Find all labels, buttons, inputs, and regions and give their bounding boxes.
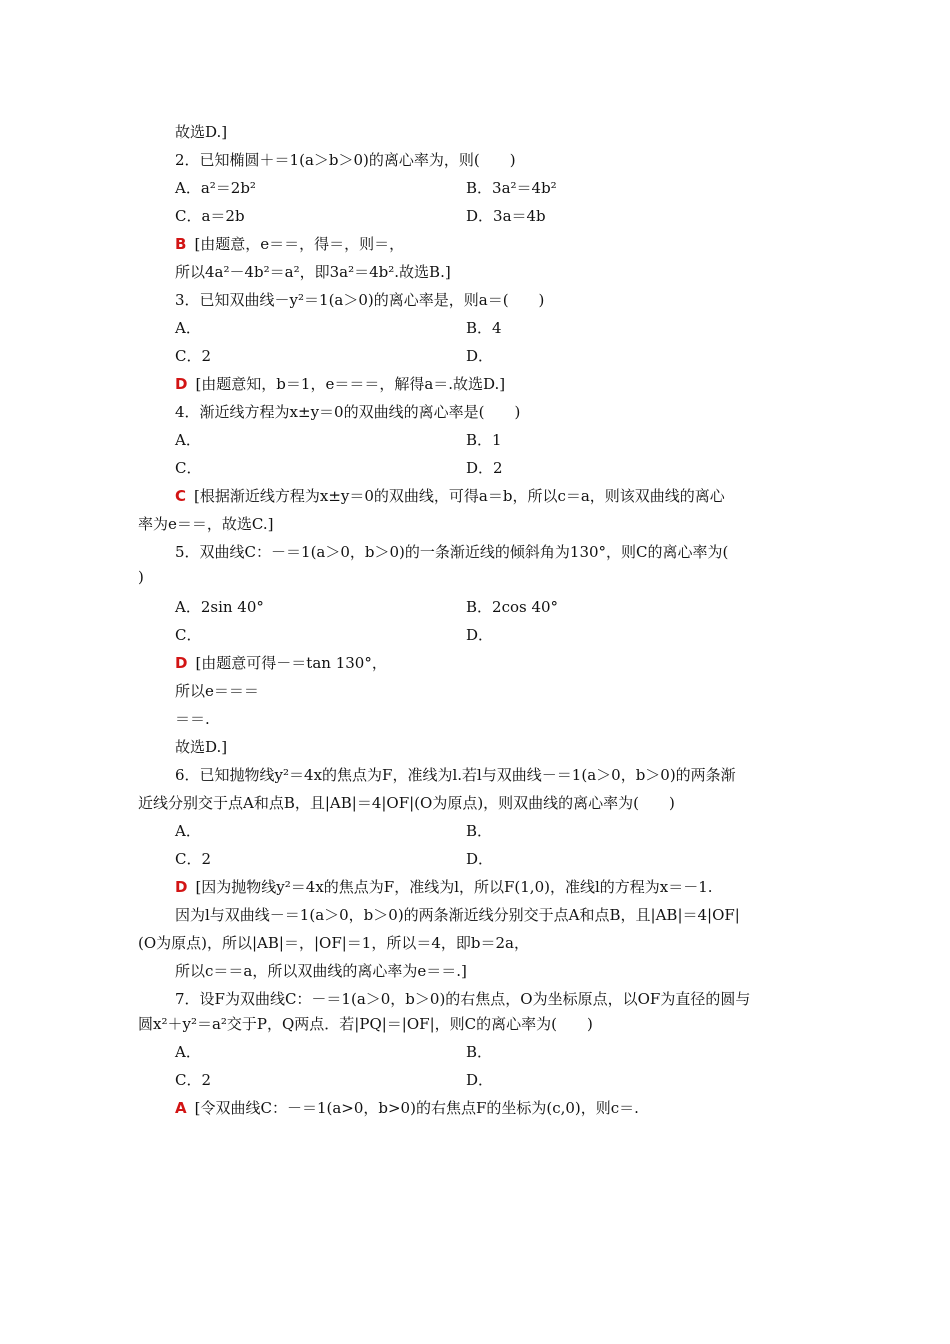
text-line xyxy=(466,597,558,617)
answer-letter: C xyxy=(175,487,187,505)
line-text: D． xyxy=(466,850,494,868)
text-line xyxy=(466,346,493,366)
line-text: 故选D.] xyxy=(175,123,228,141)
text-line xyxy=(466,206,546,226)
line-text: A． xyxy=(175,319,201,337)
text-line xyxy=(175,737,227,757)
line-text: A． xyxy=(175,822,201,840)
line-text: 7．设F为双曲线C：－＝1(a＞0，b＞0)的右焦点，O为坐标原点，以OF为直径的圆与 xyxy=(175,990,751,1008)
line-text: 因为l与双曲线－＝1(a＞0，b＞0)的两条渐近线分别交于点A和点B，且|AB|＝4|OF| xyxy=(175,906,740,924)
line-text: B． xyxy=(466,1043,493,1061)
line-text: [根据渐近线方程为x±y＝0的双曲线，可得a＝b，所以c＝a，则该双曲线的离心 xyxy=(194,487,725,505)
text-line xyxy=(466,458,503,478)
text-line xyxy=(175,318,201,338)
line-text: C．2 xyxy=(175,1071,212,1089)
line-text: ) xyxy=(138,568,144,586)
line-text: 2．已知椭圆＋＝1(a＞b＞0)的离心率为，则( ) xyxy=(175,151,516,169)
answer-letter: D xyxy=(175,878,188,896)
answer-letter: D xyxy=(175,375,188,393)
text-line xyxy=(175,821,201,841)
text-line xyxy=(466,625,493,645)
text-line xyxy=(175,625,201,645)
line-text: 故选D.] xyxy=(175,738,228,756)
text-line xyxy=(175,346,211,366)
text-line xyxy=(175,681,259,701)
line-text: 近线分别交于点A和点B，且|AB|＝4|OF|(O为原点)，则双曲线的离心率为( ) xyxy=(138,794,675,812)
line-text: D．3a＝4b xyxy=(466,207,546,225)
text-line xyxy=(138,933,529,953)
line-text: [因为抛物线y²＝4x的焦点为F，准线为l，所以F(1,0)，准线l的方程为x＝－1. xyxy=(195,878,713,896)
line-text: [由题意，e＝＝，得＝，则＝， xyxy=(194,235,405,253)
line-text: B．1 xyxy=(466,431,502,449)
text-line xyxy=(175,262,451,282)
line-text: D． xyxy=(466,347,494,365)
text-line xyxy=(175,542,728,562)
text-line xyxy=(175,150,516,170)
line-text: (O为原点)，所以|AB|＝，|OF|＝1，所以＝4，即b＝2a， xyxy=(138,934,529,952)
line-text: 6．已知抛物线y²＝4x的焦点为F，准线为l.若l与双曲线－＝1(a＞0，b＞0)的两条渐 xyxy=(175,766,736,784)
line-text: D． xyxy=(466,626,494,644)
text-line xyxy=(175,402,520,422)
line-text: 所以4a²－4b²＝a²，即3a²＝4b².故选B.] xyxy=(175,263,451,281)
line-text: A． xyxy=(175,431,201,449)
text-line xyxy=(175,458,201,478)
line-text: C．2 xyxy=(175,850,212,868)
text-line xyxy=(466,1042,492,1062)
line-text: D．2 xyxy=(466,459,503,477)
text-line xyxy=(175,989,750,1009)
text-line xyxy=(175,849,211,869)
text-line xyxy=(175,122,227,142)
text-line xyxy=(175,653,387,673)
text-line xyxy=(175,709,210,729)
text-line xyxy=(175,374,505,394)
text-line xyxy=(138,793,675,813)
line-text: 率为e＝＝，故选C.] xyxy=(138,515,274,533)
text-line xyxy=(175,486,725,506)
text-line xyxy=(138,1014,593,1034)
line-text: B．3a²＝4b² xyxy=(466,179,557,197)
text-line xyxy=(466,1070,493,1090)
line-text: A．a²＝2b² xyxy=(175,179,256,197)
text-line xyxy=(175,597,264,617)
line-text: ＝＝. xyxy=(175,710,210,728)
text-line xyxy=(175,290,544,310)
line-text: B．4 xyxy=(466,319,502,337)
answer-letter: D xyxy=(175,654,188,672)
line-text: D． xyxy=(466,1071,494,1089)
line-text: [由题意知，b＝1，e＝＝＝，解得a＝.故选D.] xyxy=(195,375,506,393)
line-text: B． xyxy=(466,822,493,840)
text-line xyxy=(175,877,713,897)
text-line xyxy=(466,318,502,338)
line-text: 所以e＝＝＝ xyxy=(175,682,259,700)
text-line xyxy=(175,905,740,925)
line-text: C．2 xyxy=(175,347,212,365)
text-line xyxy=(466,430,502,450)
text-line xyxy=(466,821,492,841)
text-line xyxy=(466,178,557,198)
text-line xyxy=(138,567,144,587)
text-line xyxy=(175,178,256,198)
answer-letter: A xyxy=(175,1099,187,1117)
text-line xyxy=(175,1098,639,1118)
answer-letter: B xyxy=(175,235,187,253)
line-text: 所以c＝＝a，所以双曲线的离心率为e＝＝.] xyxy=(175,962,467,980)
line-text: [由题意可得－＝tan 130°， xyxy=(195,654,387,672)
line-text: A． xyxy=(175,1043,201,1061)
text-line xyxy=(175,430,201,450)
line-text: 圆x²＋y²＝a²交于P，Q两点．若|PQ|＝|OF|，则C的离心率为( ) xyxy=(138,1015,593,1033)
line-text: C．a＝2b xyxy=(175,207,245,225)
text-line xyxy=(175,234,404,254)
line-text: 5．双曲线C：－＝1(a＞0，b＞0)的一条渐近线的倾斜角为130°，则C的离心率为( xyxy=(175,543,729,561)
line-text: C． xyxy=(175,626,202,644)
text-line xyxy=(138,514,273,534)
text-line xyxy=(466,849,493,869)
text-line xyxy=(175,1070,211,1090)
line-text: B．2cos 40° xyxy=(466,598,559,616)
text-line xyxy=(175,206,245,226)
text-line xyxy=(175,961,467,981)
line-text: 4．渐近线方程为x±y＝0的双曲线的离心率是( ) xyxy=(175,403,521,421)
text-line xyxy=(175,1042,201,1062)
line-text: [令双曲线C：－＝1(a>0，b>0)的右焦点F的坐标为(c,0)，则c＝. xyxy=(194,1099,639,1117)
line-text: C． xyxy=(175,459,202,477)
line-text: A．2sin 40° xyxy=(175,598,264,616)
line-text: 3．已知双曲线－y²＝1(a＞0)的离心率是，则a＝( ) xyxy=(175,291,545,309)
text-line xyxy=(175,765,736,785)
